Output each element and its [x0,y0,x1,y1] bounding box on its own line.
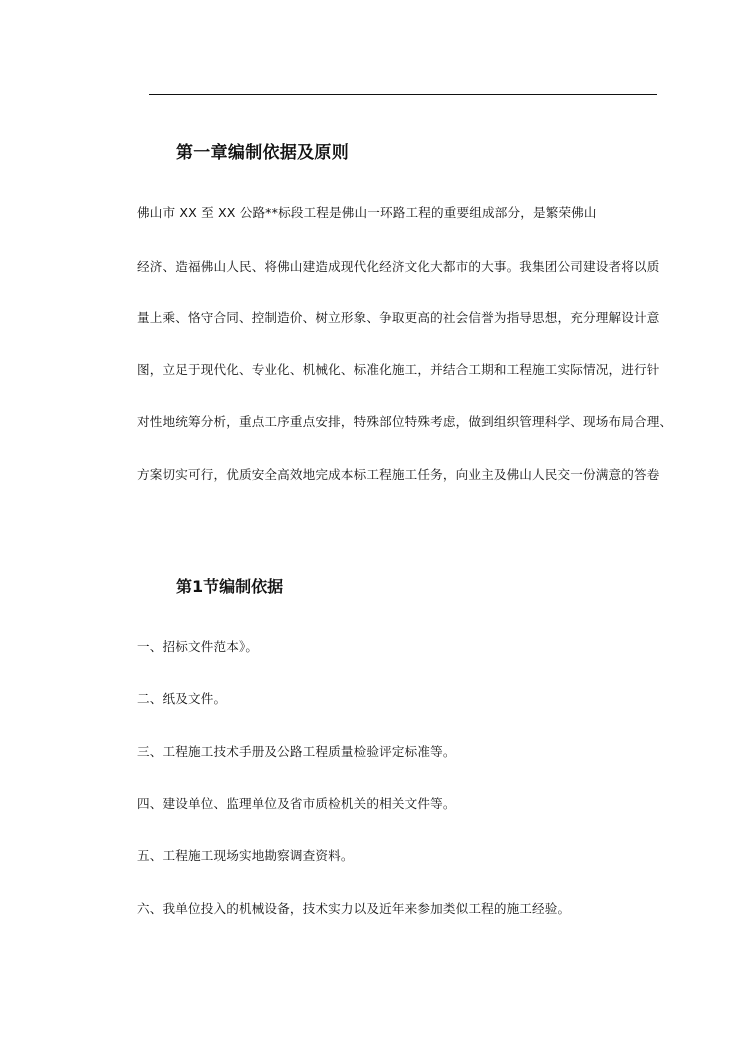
paragraph-line: 方案切实可行，优质安全高效地完成本标工程施工任务，向业主及佛山人民交一份满意的答卷 [137,467,660,482]
list-item: 一、招标文件范本》。 [137,639,259,654]
list-item: 五、工程施工现场实地勘察调查资料。 [137,848,354,863]
paragraph-line: 佛山市 XX 至 XX 公路**标段工程是佛山一环路工程的重要组成部分，是繁荣佛山 [137,205,597,220]
list-item: 二、纸及文件。 [137,691,227,706]
list-item: 六、我单位投入的机械设备，技术实力以及近年来参加类似工程的施工经验。 [137,901,571,916]
list-item: 三、工程施工技术手册及公路工程质量检验评定标准等。 [137,744,456,759]
section-title: 第1节编制依据 [176,577,284,596]
chapter-title: 第一章编制依据及原则 [176,143,349,163]
paragraph-line: 量上乘、恪守合同、控制造价、树立形象、争取更高的社会信誉为指导思想，充分理解设计意 [137,310,660,325]
paragraph-line: 对性地统筹分析，重点工序重点安排，特殊部位特殊考虑，做到组织管理科学、现场布局合理、 [137,414,673,429]
header-rule [149,94,657,95]
paragraph-line: 经济、造福佛山人民、将佛山建造成现代化经济文化大都市的大事。我集团公司建设者将以质 [137,259,660,274]
list-item: 四、建设单位、监理单位及省市质检机关的相关文件等。 [137,796,456,811]
paragraph-line: 图，立足于现代化、专业化、机械化、标准化施工，并结合工期和工程施工实际情况，进行针 [137,362,660,377]
